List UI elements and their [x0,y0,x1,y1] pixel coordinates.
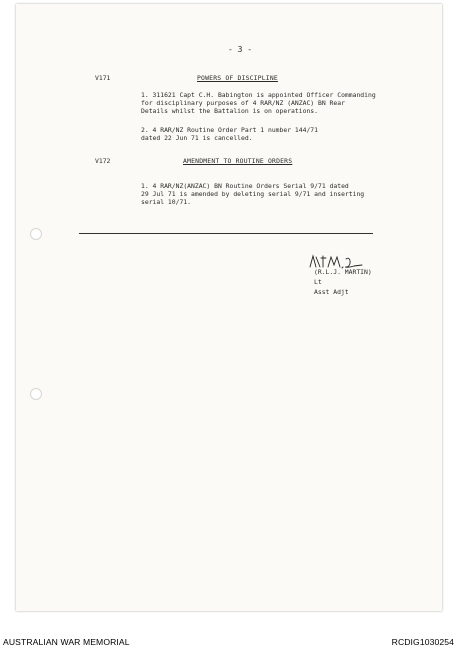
paragraph-line: Details whilst the Battalion is on operations. [141,107,318,115]
punch-hole [30,228,42,240]
footer-right: RCDIG1030254 [391,637,454,647]
paragraph-line: dated 22 Jun 71 is cancelled. [141,134,253,142]
page-number: - 3 - [228,45,253,54]
serial-number: V172 [95,157,111,165]
punch-hole [30,388,42,400]
section-title: AMENDMENT TO ROUTINE ORDERS [183,157,293,165]
paragraph-line: 1. 311621 Capt C.H. Babington is appointed Officer Commanding [141,91,376,99]
paragraph-line: serial 10/71. [141,198,192,206]
paragraph-line: 1. 4 RAR/NZ(ANZAC) BN Routine Orders Serial 9/71 dated [141,182,349,190]
serial-number: V171 [95,74,111,82]
horizontal-rule [79,233,373,234]
signatory-rank: Lt [314,278,322,286]
signatory-appointment: Asst Adjt [314,288,349,296]
signatory-name: (R.L.J. MARTIN) [314,268,372,276]
footer-left: AUSTRALIAN WAR MEMORIAL [3,637,130,647]
paragraph-line: 29 Jul 71 is amended by deleting serial 9/71 and inserting [141,190,365,198]
paragraph-line: 2. 4 RAR/NZ Routine Order Part 1 number 144/71 [141,126,318,134]
paragraph-line: for disciplinary purposes of 4 RAR/NZ (ANZAC) BN Rear [141,99,345,107]
section-title: POWERS OF DISCIPLINE [197,74,278,82]
